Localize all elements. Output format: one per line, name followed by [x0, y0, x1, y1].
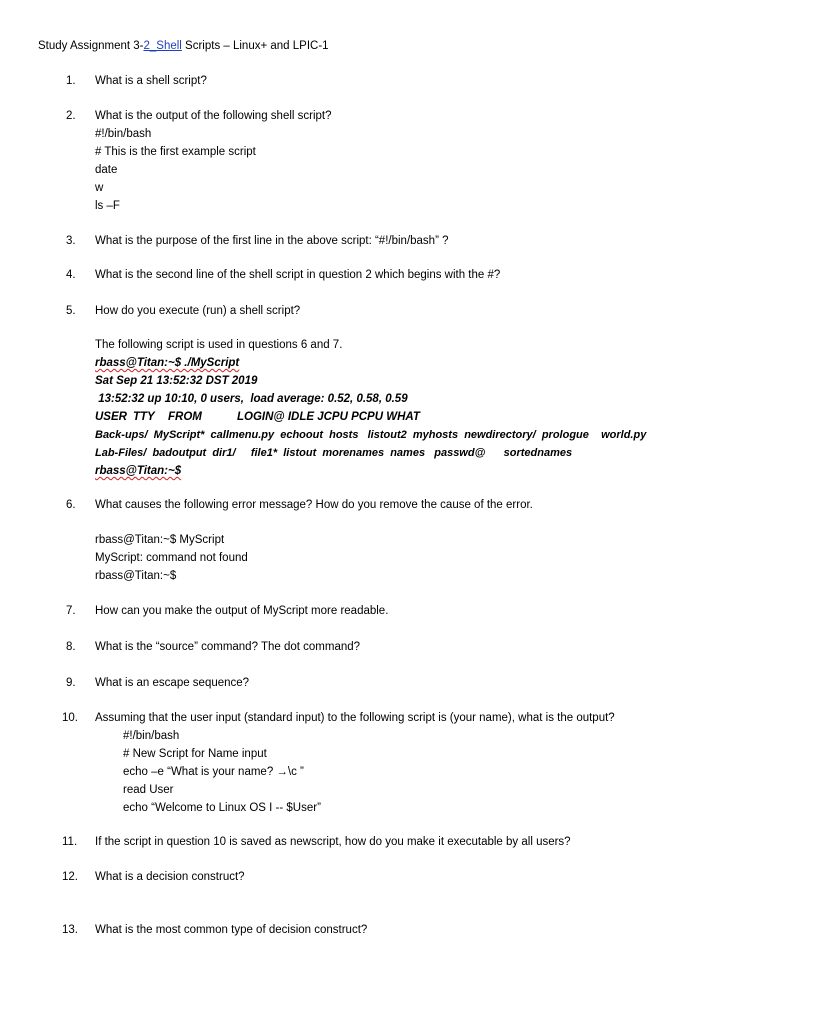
code-line: rbass@Titan:~$ — [95, 570, 177, 582]
question-5: 5. How do you execute (run) a shell script? — [66, 305, 301, 317]
script-date-output: Sat Sep 21 13:52:32 DST 2019 — [95, 375, 258, 387]
code-line: #!/bin/bash — [95, 128, 152, 140]
code-line: echo “Welcome to Linux OS I -- $User” — [123, 802, 321, 814]
code-line: rbass@Titan:~$ MyScript — [95, 534, 225, 546]
question-13: 13. What is the most common type of decision construct? — [62, 924, 368, 936]
script-uptime-output: 13:52:32 up 10:10, 0 users, load average: 0.52, 0.58, 0.59 — [95, 393, 408, 405]
script-intro: The following script is used in questions 6 and 7. — [95, 339, 343, 351]
question-8: 8. What is the “source” command? The dot command? — [66, 641, 361, 653]
question-12: 12. What is a decision construct? — [62, 871, 245, 883]
code-line: MyScript: command not found — [95, 552, 248, 564]
script-w-header: USER TTY FROM LOGIN@ IDLE JCPU PCPU WHAT — [95, 411, 420, 423]
question-11: 11. If the script in question 10 is saved as newscript, how do you make it executable by all users? — [62, 836, 571, 848]
question-6: 6. What causes the following error message? How do you remove the cause of the error. — [66, 499, 533, 511]
code-line: #!/bin/bash — [123, 730, 180, 742]
script-ls-output-2: Lab-Files/ badoutput dir1/ file1* listout morenames names passwd@ sortednames — [95, 447, 573, 459]
title-link[interactable]: 2_Shell — [143, 40, 182, 52]
question-9: 9. What is an escape sequence? — [66, 677, 250, 689]
script-prompt-command: rbass@Titan:~$ ./MyScript — [95, 357, 240, 369]
document-title: Study Assignment 3-2_Shell Scripts – Linux+ and LPIC-1 — [38, 40, 329, 52]
question-1: 1. What is a shell script? — [66, 75, 207, 87]
code-line: date — [95, 164, 118, 176]
script-ls-output-1: Back-ups/ MyScript* callmenu.py echoout hosts listout2 myhosts newdirectory/ prologue world.py — [95, 429, 647, 441]
code-line: # This is the first example script — [95, 146, 256, 158]
code-line: w — [95, 182, 104, 194]
question-7: 7. How can you make the output of MyScript more readable. — [66, 605, 389, 617]
question-4: 4. What is the second line of the shell script in question 2 which begins with the #? — [66, 269, 501, 281]
question-2: 2. What is the output of the following shell script? — [66, 110, 332, 122]
code-line: ls –F — [95, 200, 120, 212]
script-prompt-end: rbass@Titan:~$ — [95, 465, 182, 477]
question-10: 10. Assuming that the user input (standard input) to the following script is (your name), what is the output? — [62, 712, 615, 724]
code-line: # New Script for Name input — [123, 748, 267, 760]
question-3: 3. What is the purpose of the first line in the above script: “#!/bin/bash” ? — [66, 235, 449, 247]
code-line: read User — [123, 784, 174, 796]
code-line: echo –e “What is your name? →\c ” — [123, 766, 304, 778]
